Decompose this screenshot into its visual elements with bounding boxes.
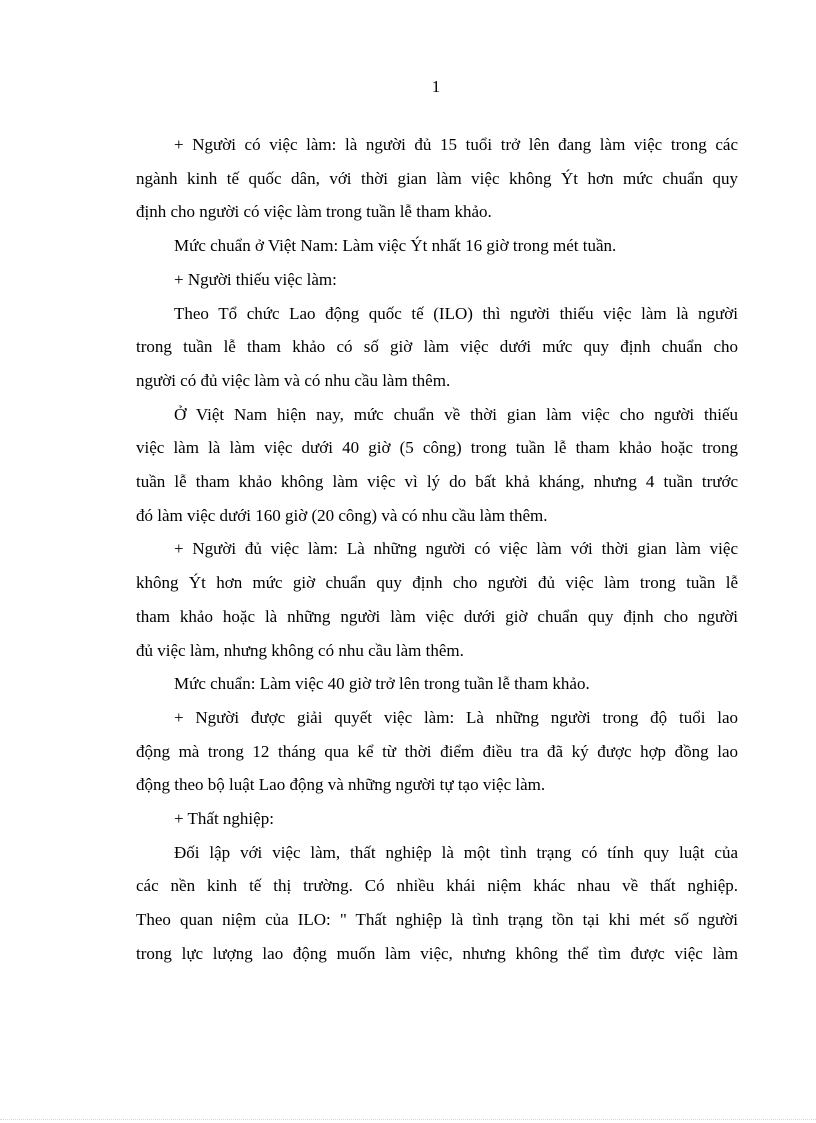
text-line: tuần lễ tham khảo không làm việc vì lý do bất khả kháng, nhưng 4 tuần trước [136,472,738,492]
text-line: đó làm việc dưới 160 giờ (20 công) và có nhu cầu làm thêm. [136,505,548,525]
text-line: tham khảo hoặc là những người làm việc dưới giờ chuẩn quy định cho người [136,606,738,626]
text-line: + Người được giải quyết việc làm: Là những người trong độ tuổi lao [174,707,738,727]
text-line: Theo quan niệm của ILO: " Thất nghiệp là tình trạng tồn tại khi mét số người [136,910,738,930]
text-line: người có đủ việc làm và có nhu cầu làm thêm. [136,370,451,390]
text-line: động mà trong 12 tháng qua kể từ thời điểm điều tra đã ký được hợp đồng lao [136,741,738,761]
page-bottom-divider [0,1119,816,1120]
text-line: Mức chuẩn ở Việt Nam: Làm việc Ýt nhất 16 giờ trong mét tuần. [174,236,617,256]
body-text [136,128,738,971]
paragraph [136,398,738,533]
text-line: không Ýt hơn mức giờ chuẩn quy định cho người đủ việc làm trong tuần lễ [136,573,738,593]
text-line: trong tuần lễ tham khảo có số giờ làm việc dưới mức quy định chuẩn cho [136,337,738,357]
paragraph [136,836,738,971]
text-line: định cho người có việc làm trong tuần lễ tham khảo. [136,202,492,222]
text-line: Theo Tổ chức Lao động quốc tế (ILO) thì người thiếu việc làm là người [174,303,738,323]
paragraph [136,263,738,297]
text-line: + Người đủ việc làm: Là những người có việc làm với thời gian làm việc [174,539,738,559]
text-line: ngành kinh tế quốc dân, với thời gian làm việc không Ýt hơn mức chuẩn quy [136,168,738,188]
text-line: đủ việc làm, nhưng không có nhu cầu làm thêm. [136,640,464,660]
paragraph [136,667,738,701]
paragraph [136,701,738,802]
text-line: động theo bộ luật Lao động và những người tự tạo việc làm. [136,775,546,795]
page-number: 1 [431,77,441,96]
text-line: Đối lập với việc làm, thất nghiệp là một tình trạng có tính quy luật của [174,842,738,862]
text-line: + Người thiếu việc làm: [174,269,337,289]
text-line: trong lực lượng lao động muốn làm việc, nhưng không thể tìm được việc làm [136,943,738,963]
text-line: + Thất nghiệp: [174,809,274,829]
paragraph [136,128,738,229]
paragraph [136,297,738,398]
paragraph [136,532,738,667]
text-line: Ở Việt Nam hiện nay, mức chuẩn về thời gian làm việc cho người thiếu [174,404,738,424]
text-line: việc làm là làm việc dưới 40 giờ (5 công) trong tuần lễ tham khảo hoặc trong [136,438,738,458]
text-line: các nền kinh tế thị trường. Có nhiều khái niệm khác nhau về thất nghiệp. [136,876,738,896]
text-line: + Người có việc làm: là người đủ 15 tuổi trở lên đang làm việc trong các [174,135,738,154]
text-line: Mức chuẩn: Làm việc 40 giờ trở lên trong tuần lễ tham khảo. [174,674,590,694]
paragraph [136,802,738,836]
paragraph [136,229,738,263]
